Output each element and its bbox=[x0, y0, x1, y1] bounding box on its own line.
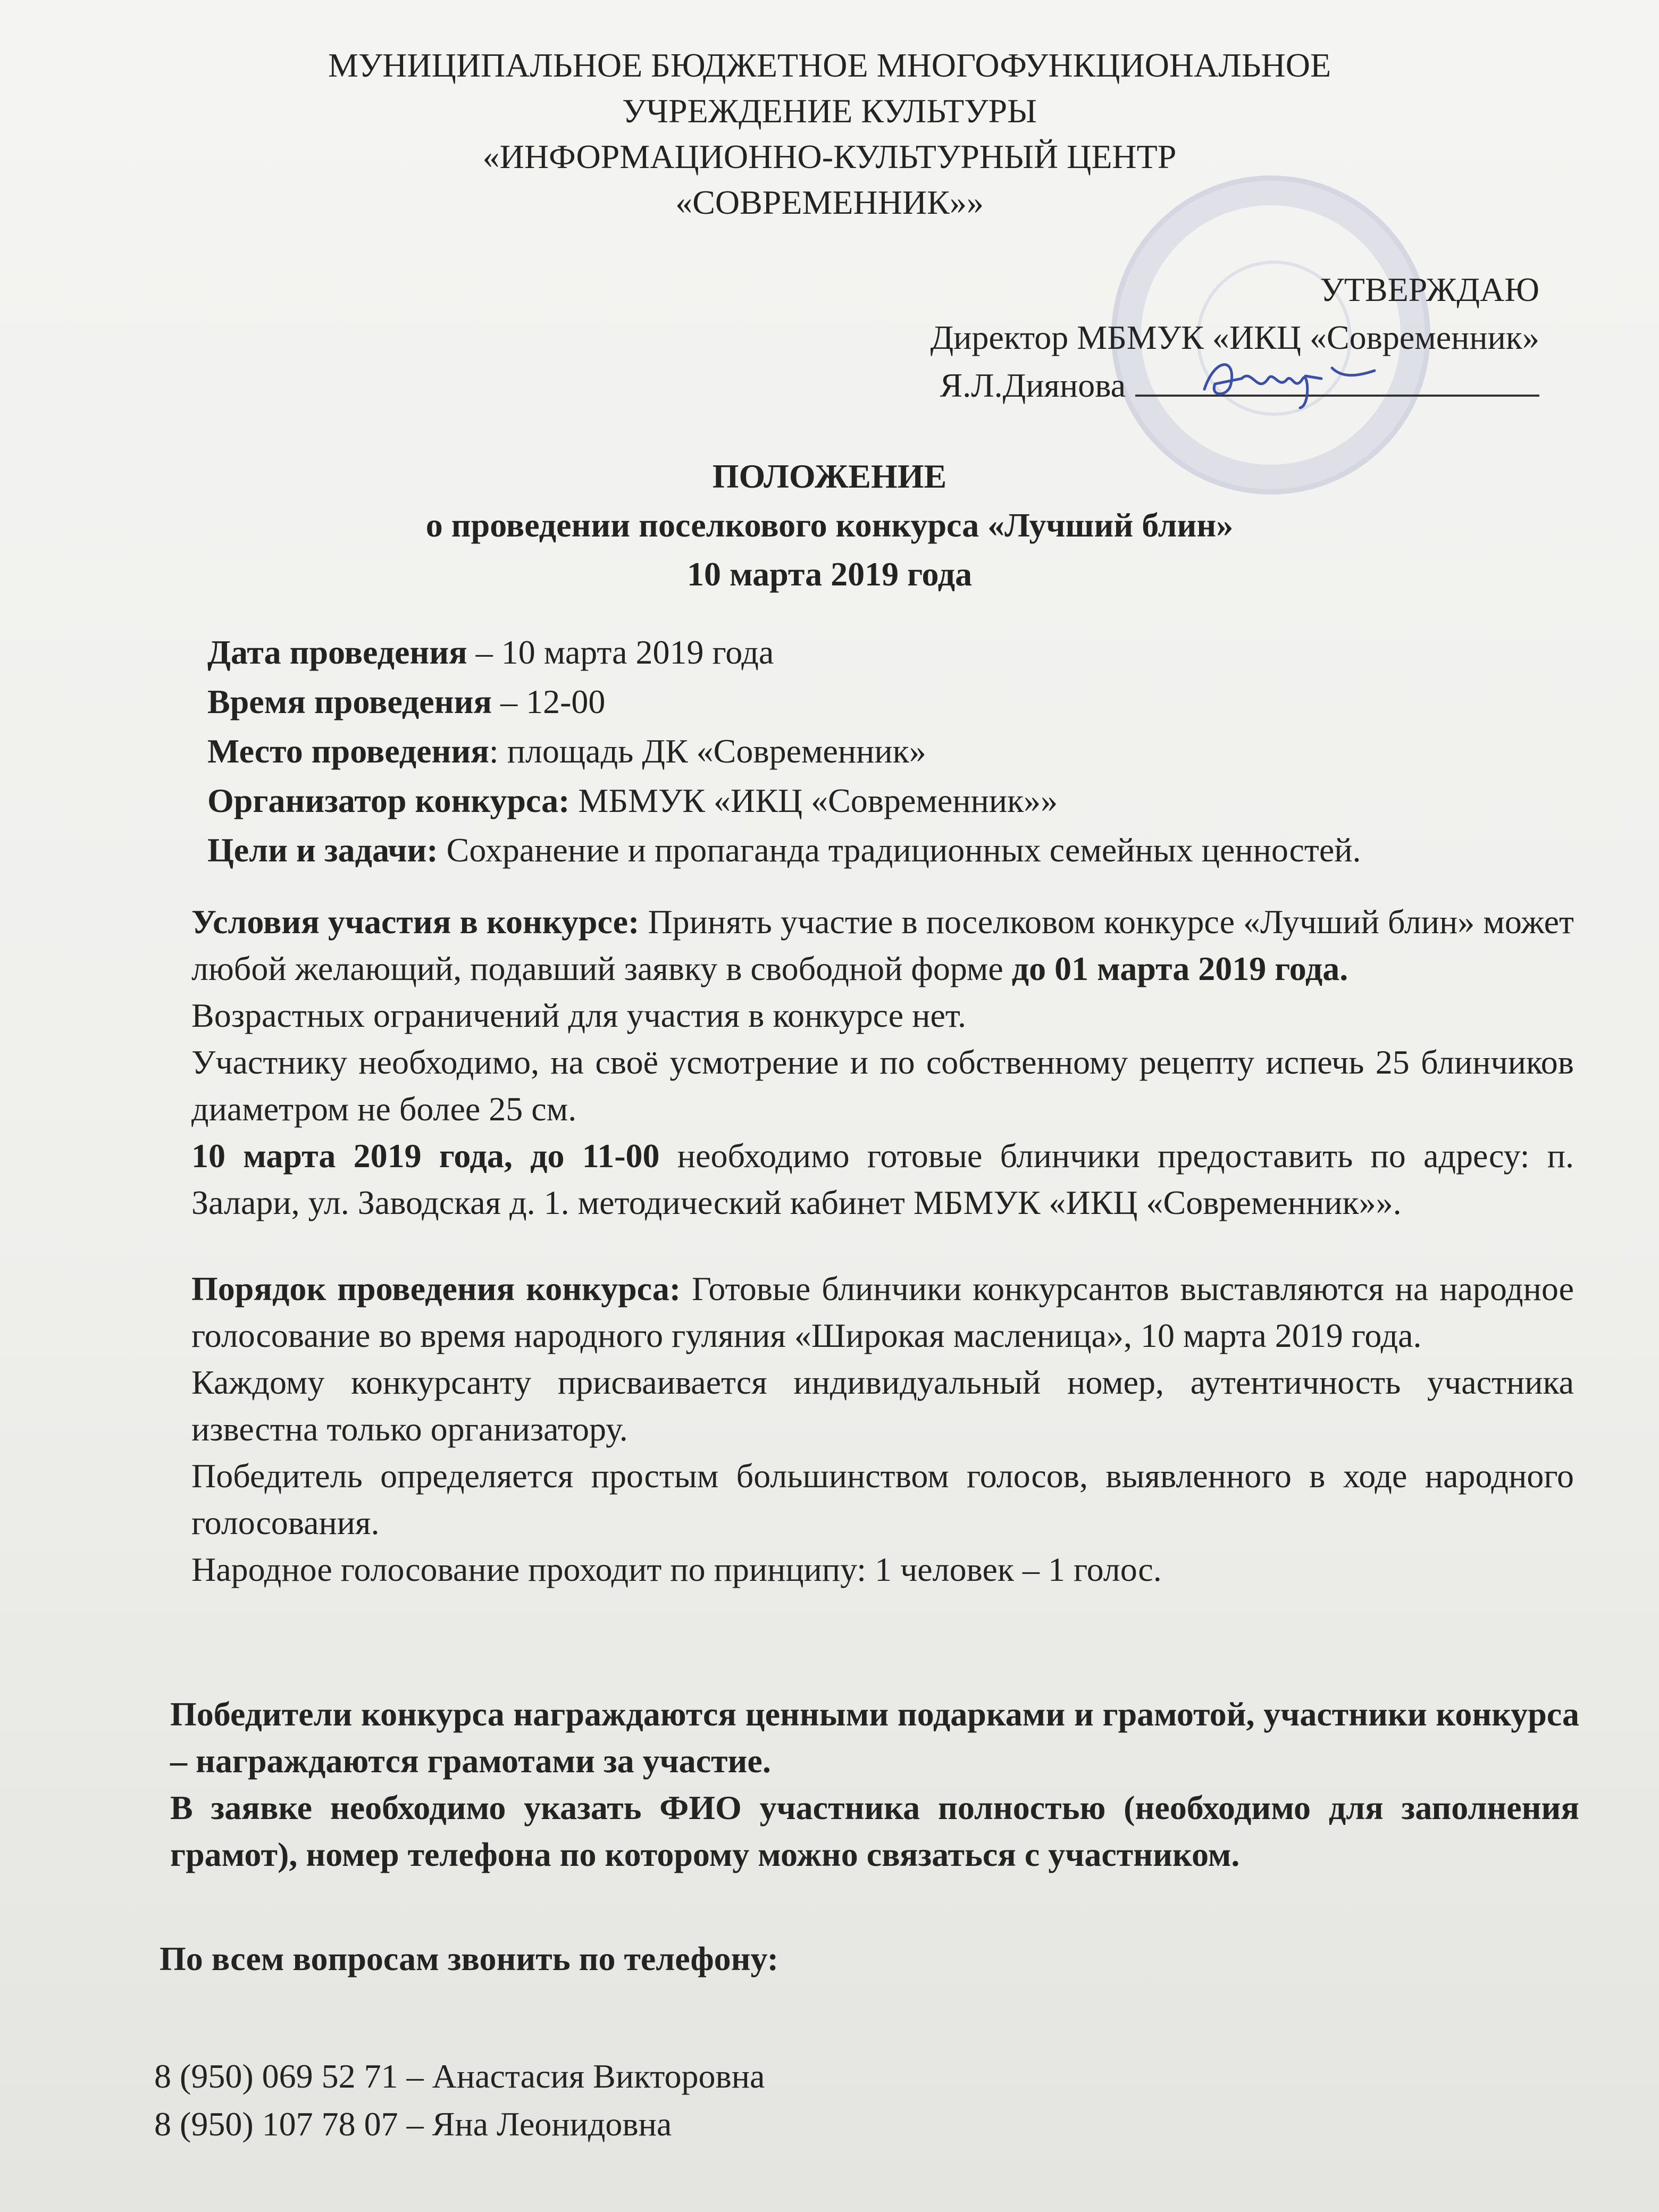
phone-2: 8 (950) 107 78 07 – Яна Леонидовна bbox=[154, 2105, 672, 2143]
procedure-text-1: Готовые блинчики конкурсантов выставляются на народное голосование во время народного гуляния «Широкая масленица», 10 марта 2019 года. bbox=[191, 1270, 1574, 1354]
organization-header bbox=[0, 43, 1659, 225]
handwritten-signature bbox=[1199, 347, 1380, 410]
goals-value: Сохранение и пропаганда традиционных семейных ценностей. bbox=[438, 831, 1361, 869]
delivery-address: необходимо готовые блинчики предоставить по адресу: п. Залари, ул. Заводская д. 1. методический кабинет МБМУК «ИКЦ «Современник»». bbox=[191, 1137, 1574, 1221]
info-goals bbox=[207, 825, 1361, 875]
conditions-deadline: до 01 марта 2019 года. bbox=[1011, 950, 1348, 987]
info-place bbox=[207, 726, 1361, 776]
approval-position: Директор МБМУК «ИКЦ «Современник» bbox=[930, 319, 1539, 356]
conditions-delivery bbox=[191, 1133, 1574, 1226]
header-line-1: МУНИЦИПАЛЬНОЕ БЮДЖЕТНОЕ МНОГОФУНКЦИОНАЛЬНОЕ bbox=[328, 46, 1331, 84]
contacts-phones bbox=[154, 2052, 765, 2148]
awards-text-1: Победители конкурса награждаются ценными подарками и грамотой, участники конкурса – награждаются грамотами за участие. bbox=[170, 1695, 1579, 1780]
signature-line bbox=[1135, 363, 1539, 397]
header-line-3: «ИНФОРМАЦИОННО-КУЛЬТУРНЫЙ ЦЕНТР bbox=[482, 138, 1177, 175]
title-line-2: о проведении поселкового конкурса «Лучший блин» bbox=[425, 506, 1234, 544]
title-line-3: 10 марта 2019 года bbox=[686, 555, 973, 593]
procedure-winner: Победитель определяется простым большинством голосов, выявленного в ходе народного голосования. bbox=[191, 1457, 1574, 1541]
place-label: Место проведения bbox=[207, 732, 489, 770]
date-value: – 10 марта 2019 года bbox=[467, 633, 774, 671]
conditions-label: Условия участия в конкурсе: bbox=[191, 903, 640, 941]
phone-1: 8 (950) 069 52 71 – Анастасия Викторовна bbox=[154, 2057, 765, 2095]
document-title bbox=[0, 452, 1659, 599]
conditions-section bbox=[191, 899, 1574, 1226]
time-label: Время проведения bbox=[207, 683, 492, 720]
info-date bbox=[207, 627, 1361, 677]
header-line-2: УЧРЕЖДЕНИЕ КУЛЬТУРЫ bbox=[622, 92, 1037, 130]
approver-name: Я.Л.Диянова bbox=[940, 366, 1126, 404]
awards-text-2: В заявке необходимо указать ФИО участника полностью (необходимо для заполнения грамот), номер телефона по которому можно связаться с участником. bbox=[170, 1789, 1579, 1873]
header-line-4: «СОВРЕМЕННИК»» bbox=[675, 183, 984, 221]
conditions-age: Возрастных ограничений для участия в конкурсе нет. bbox=[191, 996, 966, 1034]
procedure-paragraph bbox=[191, 1266, 1574, 1359]
event-info bbox=[207, 627, 1361, 875]
goals-label: Цели и задачи: bbox=[207, 831, 438, 869]
awards-section bbox=[170, 1691, 1579, 1878]
time-value: – 12-00 bbox=[492, 683, 606, 720]
approval-signature-row bbox=[931, 362, 1539, 409]
title-line-1: ПОЛОЖЕНИЕ bbox=[712, 457, 947, 495]
procedure-section bbox=[191, 1266, 1574, 1593]
procedure-voting: Народное голосование проходит по принципу: 1 человек – 1 голос. bbox=[191, 1551, 1162, 1588]
delivery-time: 10 марта 2019 года, до 11-00 bbox=[191, 1137, 660, 1175]
date-label: Дата проведения bbox=[207, 633, 467, 671]
organizer-label: Организатор конкурса: bbox=[207, 782, 570, 819]
organizer-value: МБМУК «ИКЦ «Современник»» bbox=[569, 782, 1058, 819]
procedure-label: Порядок проведения конкурса: bbox=[191, 1270, 681, 1308]
conditions-text-1: Принять участие в поселковом конкурсе «Лучший блин» может любой желающий, подавший заявку в свободной форме bbox=[191, 903, 1574, 987]
info-organizer bbox=[207, 776, 1361, 825]
info-time bbox=[207, 677, 1361, 726]
conditions-recipe: Участнику необходимо, на своё усмотрение и по собственному рецепту испечь 25 блинчиков диаметром не более 25 см. bbox=[191, 1043, 1574, 1128]
place-value: : площадь ДК «Современник» bbox=[489, 732, 926, 770]
approval-heading: УТВЕРЖДАЮ bbox=[1320, 271, 1539, 308]
contacts-heading: По всем вопросам звонить по телефону: bbox=[160, 1940, 778, 1978]
approval-block bbox=[931, 266, 1539, 409]
conditions-paragraph bbox=[191, 899, 1574, 992]
procedure-number: Каждому конкурсанту присваивается индивидуальный номер, аутентичность участника известна только организатору. bbox=[191, 1363, 1574, 1448]
